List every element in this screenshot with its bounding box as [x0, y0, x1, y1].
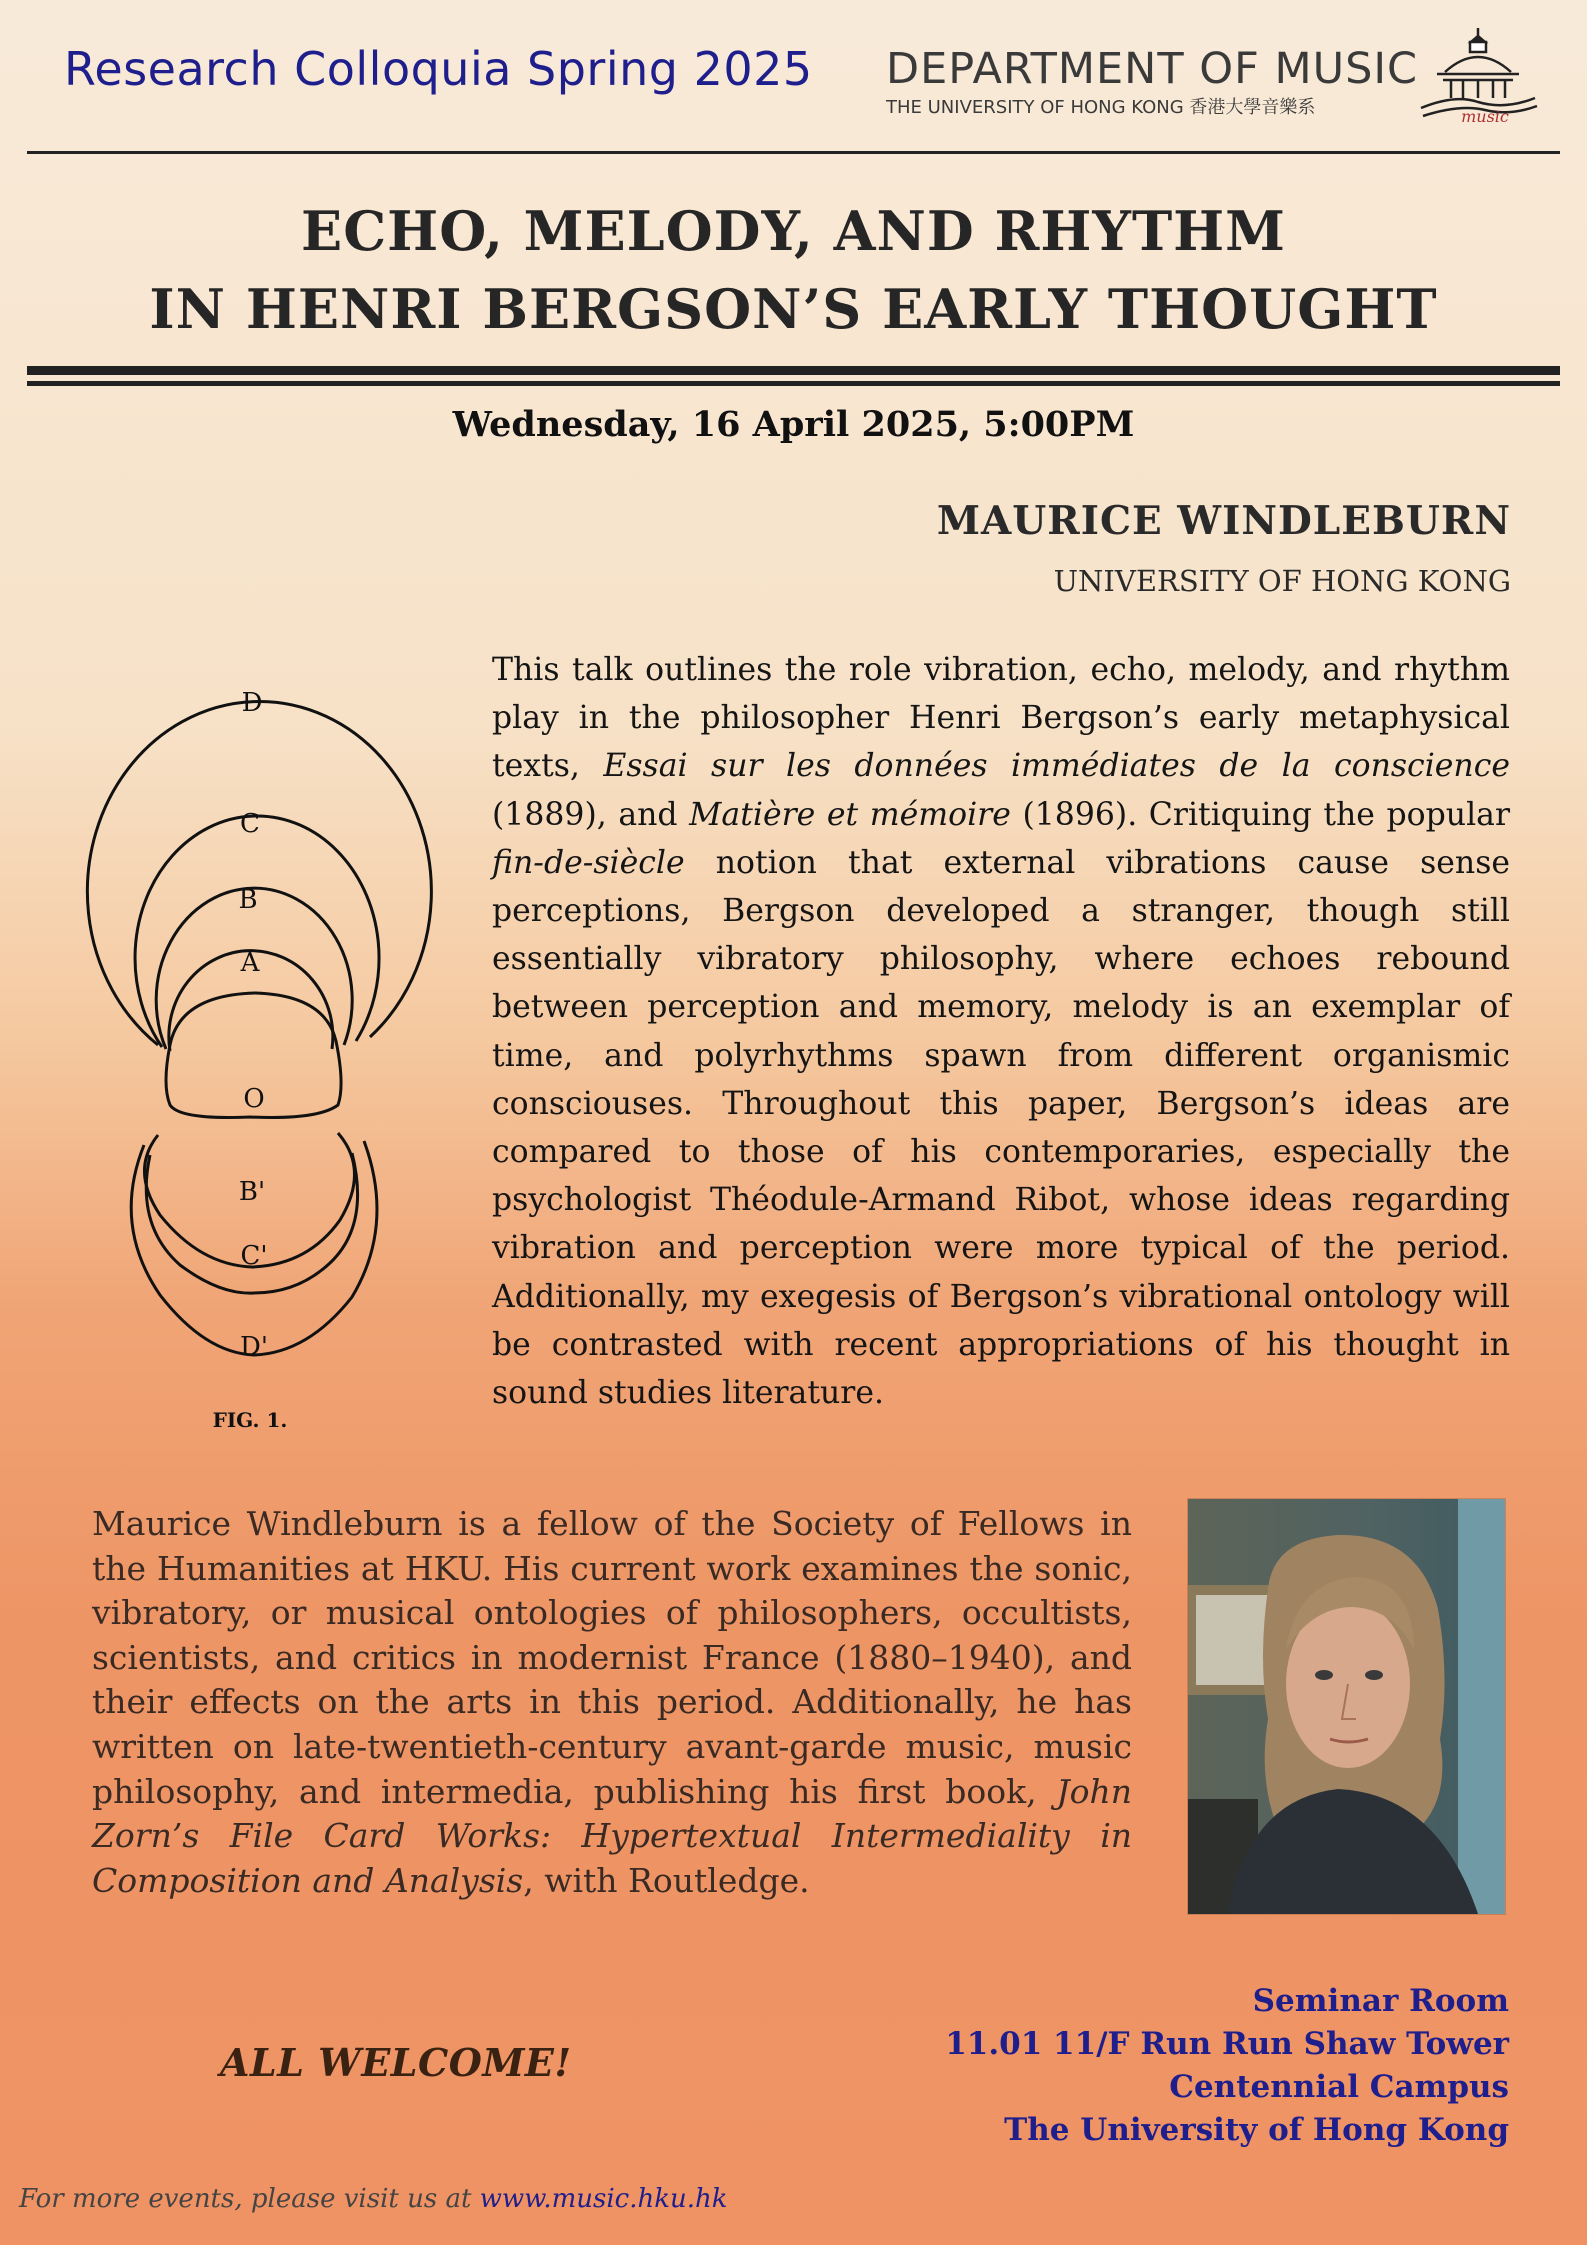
venue	[945, 1980, 1509, 2152]
footer	[19, 2184, 728, 2214]
bio-text-2: , with Routledge.	[523, 1860, 810, 1900]
abstract-term: fin-de-siècle	[492, 844, 685, 881]
diagram-label-b: B	[238, 885, 258, 915]
bio-text-1: Maurice Windleburn is a fellow of the Society of Fellows in the Humanities at HKU. His current work examines the sonic, vibratory, or musical ontologies of philosophers, occultists, scientists, and critics in modernist France (1880–1940), and their effects on the arts in this period. Additionally, he has written on late-twentieth-century avant-garde music, music philosophy, and intermedia, publishing his first book,	[92, 1504, 1132, 1811]
diagram-label-o: O	[243, 1084, 265, 1114]
abstract-text-1: This talk outlines the role vibration, echo, melody, and rhythm play in the philosopher Henri Bergson’s early metaphysical texts,	[492, 652, 1510, 785]
speaker-portrait	[1188, 1499, 1505, 1914]
diagram-label-a: A	[240, 948, 260, 978]
department-name: DEPARTMENT OF MUSIC	[886, 44, 1419, 94]
talk-title-line1: ECHO, MELODY, AND RHYTHM	[301, 199, 1286, 263]
speaker-bio	[92, 1502, 1132, 1903]
bergson-memory-diagram	[40, 665, 440, 1445]
diagram-label-b-prime: B'	[238, 1177, 266, 1207]
venue-building: 11.01 11/F Run Run Shaw Tower	[945, 2026, 1509, 2062]
footer-website-link[interactable]: www.music.hku.hk	[479, 2184, 728, 2214]
diagram-label-d: D	[241, 688, 263, 718]
speaker-affiliation: UNIVERSITY OF HONG KONG	[1053, 564, 1511, 598]
footer-text: For more events, please visit us at	[19, 2184, 480, 2214]
logo-text: music	[1461, 107, 1509, 124]
venue-room: Seminar Room	[1252, 1983, 1509, 2019]
diagram-caption: FIG. 1.	[212, 1408, 288, 1432]
series-title: Research Colloquia Spring 2025	[64, 42, 813, 96]
talk-title-line2: IN HENRI BERGSON’S EARLY THOUGHT	[149, 277, 1438, 341]
abstract-work-essai: Essai sur les données immédiates de la conscience	[603, 748, 1510, 785]
talk-title	[0, 192, 1587, 348]
university-line: THE UNIVERSITY OF HONG KONG 香港大學音樂系	[886, 97, 1316, 118]
abstract-text-4: notion that external vibrations cause sense perceptions, Bergson developed a stranger, though still essentially vibratory philosophy, where echoes rebound between perception and memory, melody is an exemplar of time, and polyrhythms spawn from different organismic consciouses. Throughout this paper, Bergson’s ideas are compared to those of his contemporaries, especially the psychologist Théodule-Armand Ribot, whose ideas regarding vibration and perception were more typical of the period. Additionally, my exegesis of Bergson’s vibrational ontology will be contrasted with recent appropriations of his thought in sound studies literature.	[492, 844, 1510, 1412]
speaker-name: MAURICE WINDLEBURN	[936, 498, 1511, 544]
title-rule-thin	[27, 381, 1560, 386]
diagram-label-d-prime: D'	[240, 1332, 268, 1362]
abstract-text-2: (1889), and	[492, 796, 690, 833]
department-logo-icon	[1415, 24, 1541, 124]
abstract-work-matiere: Matière et mémoire	[689, 796, 1011, 833]
diagram-label-c-prime: C'	[240, 1241, 268, 1271]
venue-university: The University of Hong Kong	[1004, 2112, 1509, 2148]
title-rule-thick	[27, 366, 1560, 375]
abstract-text-3: (1896). Critiquing the popular	[1010, 796, 1510, 833]
diagram-label-c: C	[240, 809, 260, 839]
all-welcome-text: ALL WELCOME!	[220, 2040, 572, 2085]
venue-campus: Centennial Campus	[1169, 2069, 1509, 2105]
event-date: Wednesday, 16 April 2025, 5:00PM	[452, 404, 1135, 445]
bio-book-title: John Zorn’s File Card Works: Hypertextual Intermediality in Composition and Analysis	[92, 1771, 1132, 1900]
header-rule	[27, 151, 1560, 154]
talk-abstract	[492, 646, 1510, 1417]
